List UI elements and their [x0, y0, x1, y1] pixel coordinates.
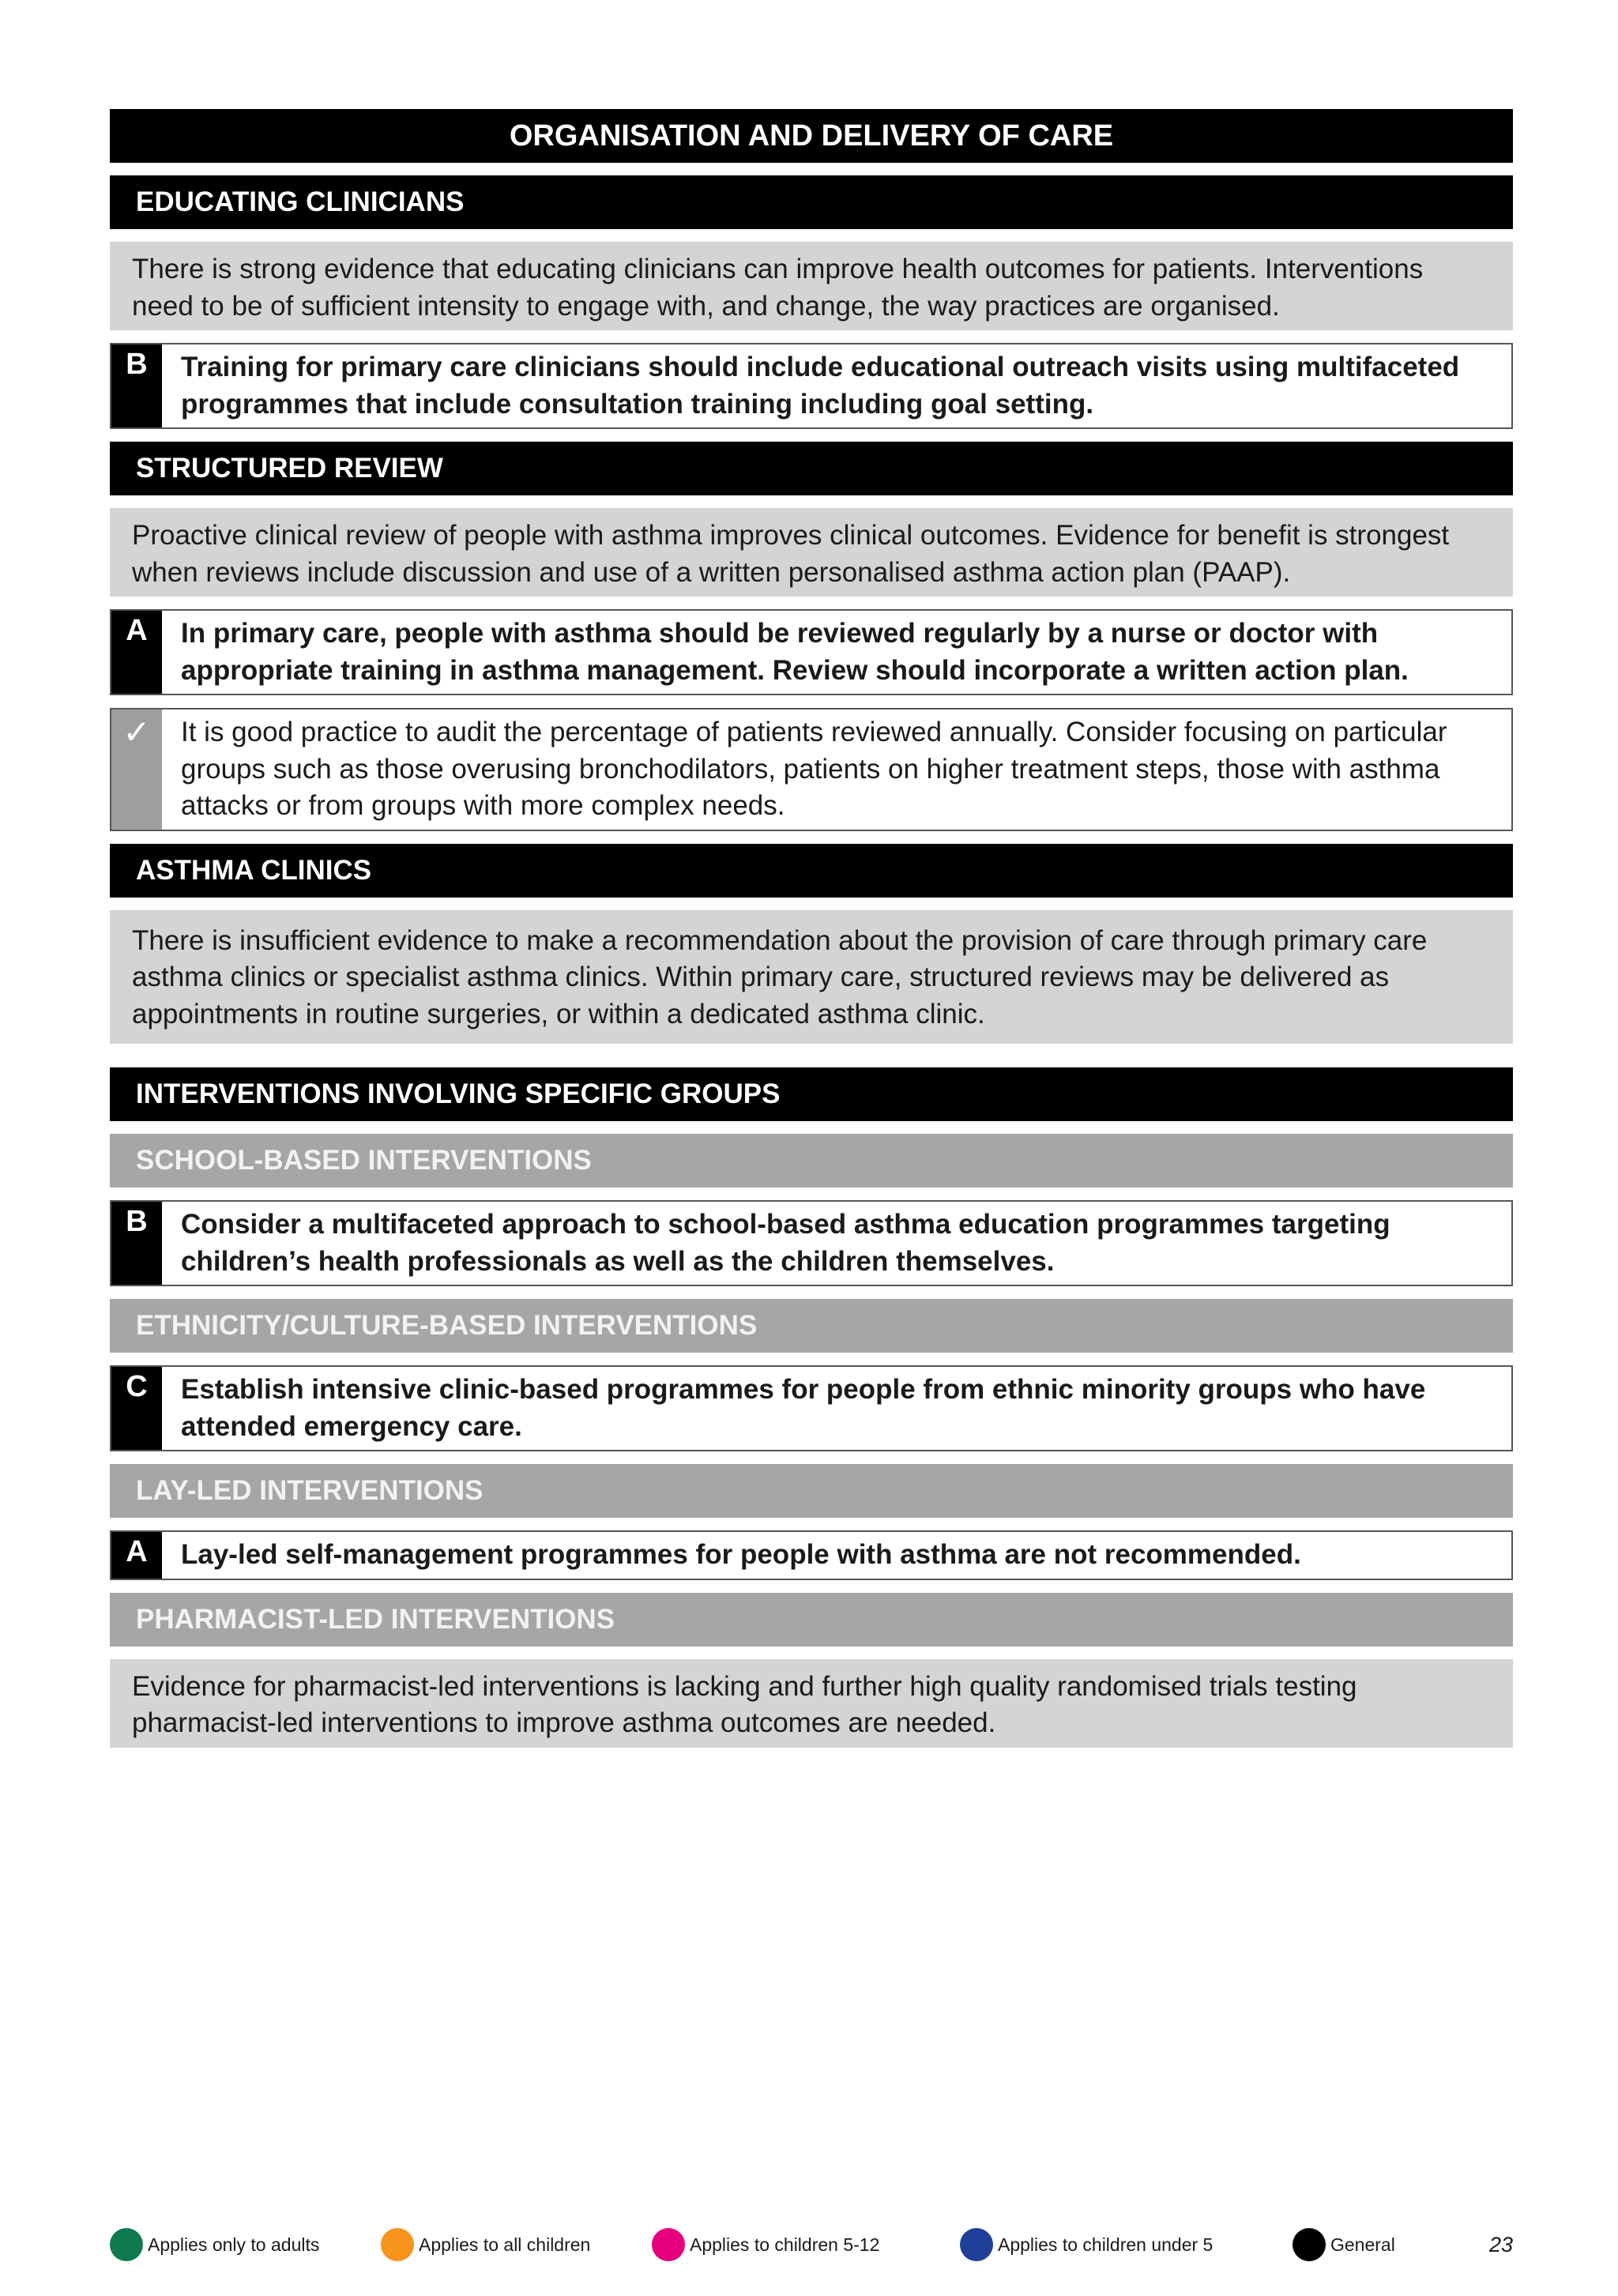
section-heading-educating-clinicians: EDUCATING CLINICIANS — [110, 175, 1513, 229]
good-practice-point — [110, 708, 1513, 831]
grade-badge: B — [111, 344, 162, 427]
evidence-statement-clinics: There is insufficient evidence to make a recommendation about the provision of care through primary care asthma clinics or specialist asthma clinics. Within primary care, structured reviews may be delivered as appointments in routine surgeries, or within a dedicated asthma clinic. — [110, 910, 1513, 1044]
legend-item-adults — [110, 2226, 319, 2263]
grade-badge: A — [111, 611, 162, 694]
legend-item-children-5-12 — [652, 2226, 879, 2263]
grade-badge: C — [111, 1367, 162, 1450]
recommendation-text: Establish intensive clinic-based programmes for people from ethnic minority groups who have attended emergency care. — [181, 1374, 1426, 1442]
evidence-statement-review: Proactive clinical review of people with asthma improves clinical outcomes. Evidence for benefit is strongest when reviews include discussion and use of a written personalised asthma action plan (PAAP). — [110, 508, 1513, 597]
grade-badge: A — [111, 1532, 162, 1579]
page-number: 23 — [1488, 2233, 1513, 2256]
recommendation-school — [110, 1200, 1513, 1286]
legend-label: Applies only to adults — [148, 2234, 320, 2255]
legend-label: General — [1330, 2234, 1395, 2255]
recommendation-educating — [110, 343, 1513, 429]
subsection-heading-school: SCHOOL-BASED INTERVENTIONS — [110, 1134, 1513, 1188]
recommendation-text: Training for primary care clinicians should include educational outreach visits using multifaceted programmes that include consultation training including goal setting. — [181, 352, 1460, 420]
subsection-heading-lay-led: LAY-LED INTERVENTIONS — [110, 1464, 1513, 1518]
pink-dot-icon — [652, 2228, 685, 2261]
guideline-content — [110, 109, 1513, 1760]
evidence-statement-educating: There is strong evidence that educating clinicians can improve health outcomes for patients. Interventions need to be of sufficient intensity to engage with, and change, the way practices are organised. — [110, 242, 1513, 330]
section-heading-asthma-clinics: ASTHMA CLINICS — [110, 844, 1513, 898]
section-heading-structured-review: STRUCTURED REVIEW — [110, 442, 1513, 495]
legend-item-all-children — [381, 2226, 590, 2263]
page-title: ORGANISATION AND DELIVERY OF CARE — [110, 109, 1513, 163]
evidence-statement-pharmacist: Evidence for pharmacist-led interventions is lacking and further high quality randomised trials testing pharmacist-led interventions to improve asthma outcomes are needed. — [110, 1659, 1513, 1748]
recommendation-text: Consider a multifaceted approach to school-based asthma education programmes targeting children’s health professionals as well as the children themselves. — [181, 1209, 1390, 1277]
legend-item-children-under-5 — [960, 2226, 1213, 2263]
recommendation-text: Lay-led self-management programmes for people with asthma are not recommended. — [181, 1539, 1301, 1570]
legend-label: Applies to children under 5 — [998, 2234, 1214, 2255]
legend-footer — [110, 2226, 1513, 2263]
recommendation-ethnicity — [110, 1365, 1513, 1451]
legend-item-general — [1293, 2226, 1395, 2263]
recommendation-lay-led — [110, 1530, 1513, 1580]
subsection-heading-ethnicity: ETHNICITY/CULTURE-BASED INTERVENTIONS — [110, 1299, 1513, 1353]
green-dot-icon — [110, 2228, 143, 2261]
legend-label: Applies to all children — [419, 2234, 591, 2255]
good-practice-text: It is good practice to audit the percentage of patients reviewed annually. Consider focusing on particular groups such as those overusing bronchodilators, patients on higher treatment steps, those with asthma attacks or from groups with more complex needs. — [181, 717, 1447, 821]
recommendation-text: In primary care, people with asthma should be reviewed regularly by a nurse or doctor with appropriate training in asthma management. Review should incorporate a written action plan. — [181, 618, 1409, 686]
black-dot-icon — [1293, 2228, 1326, 2261]
orange-dot-icon — [381, 2228, 414, 2261]
recommendation-review — [110, 609, 1513, 695]
blue-dot-icon — [960, 2228, 993, 2261]
subsection-heading-pharmacist: PHARMACIST-LED INTERVENTIONS — [110, 1593, 1513, 1647]
section-heading-specific-groups: INTERVENTIONS INVOLVING SPECIFIC GROUPS — [110, 1067, 1513, 1121]
grade-badge: B — [111, 1202, 162, 1285]
checkmark-icon: ✓ — [111, 710, 162, 830]
legend-label: Applies to children 5-12 — [690, 2234, 880, 2255]
